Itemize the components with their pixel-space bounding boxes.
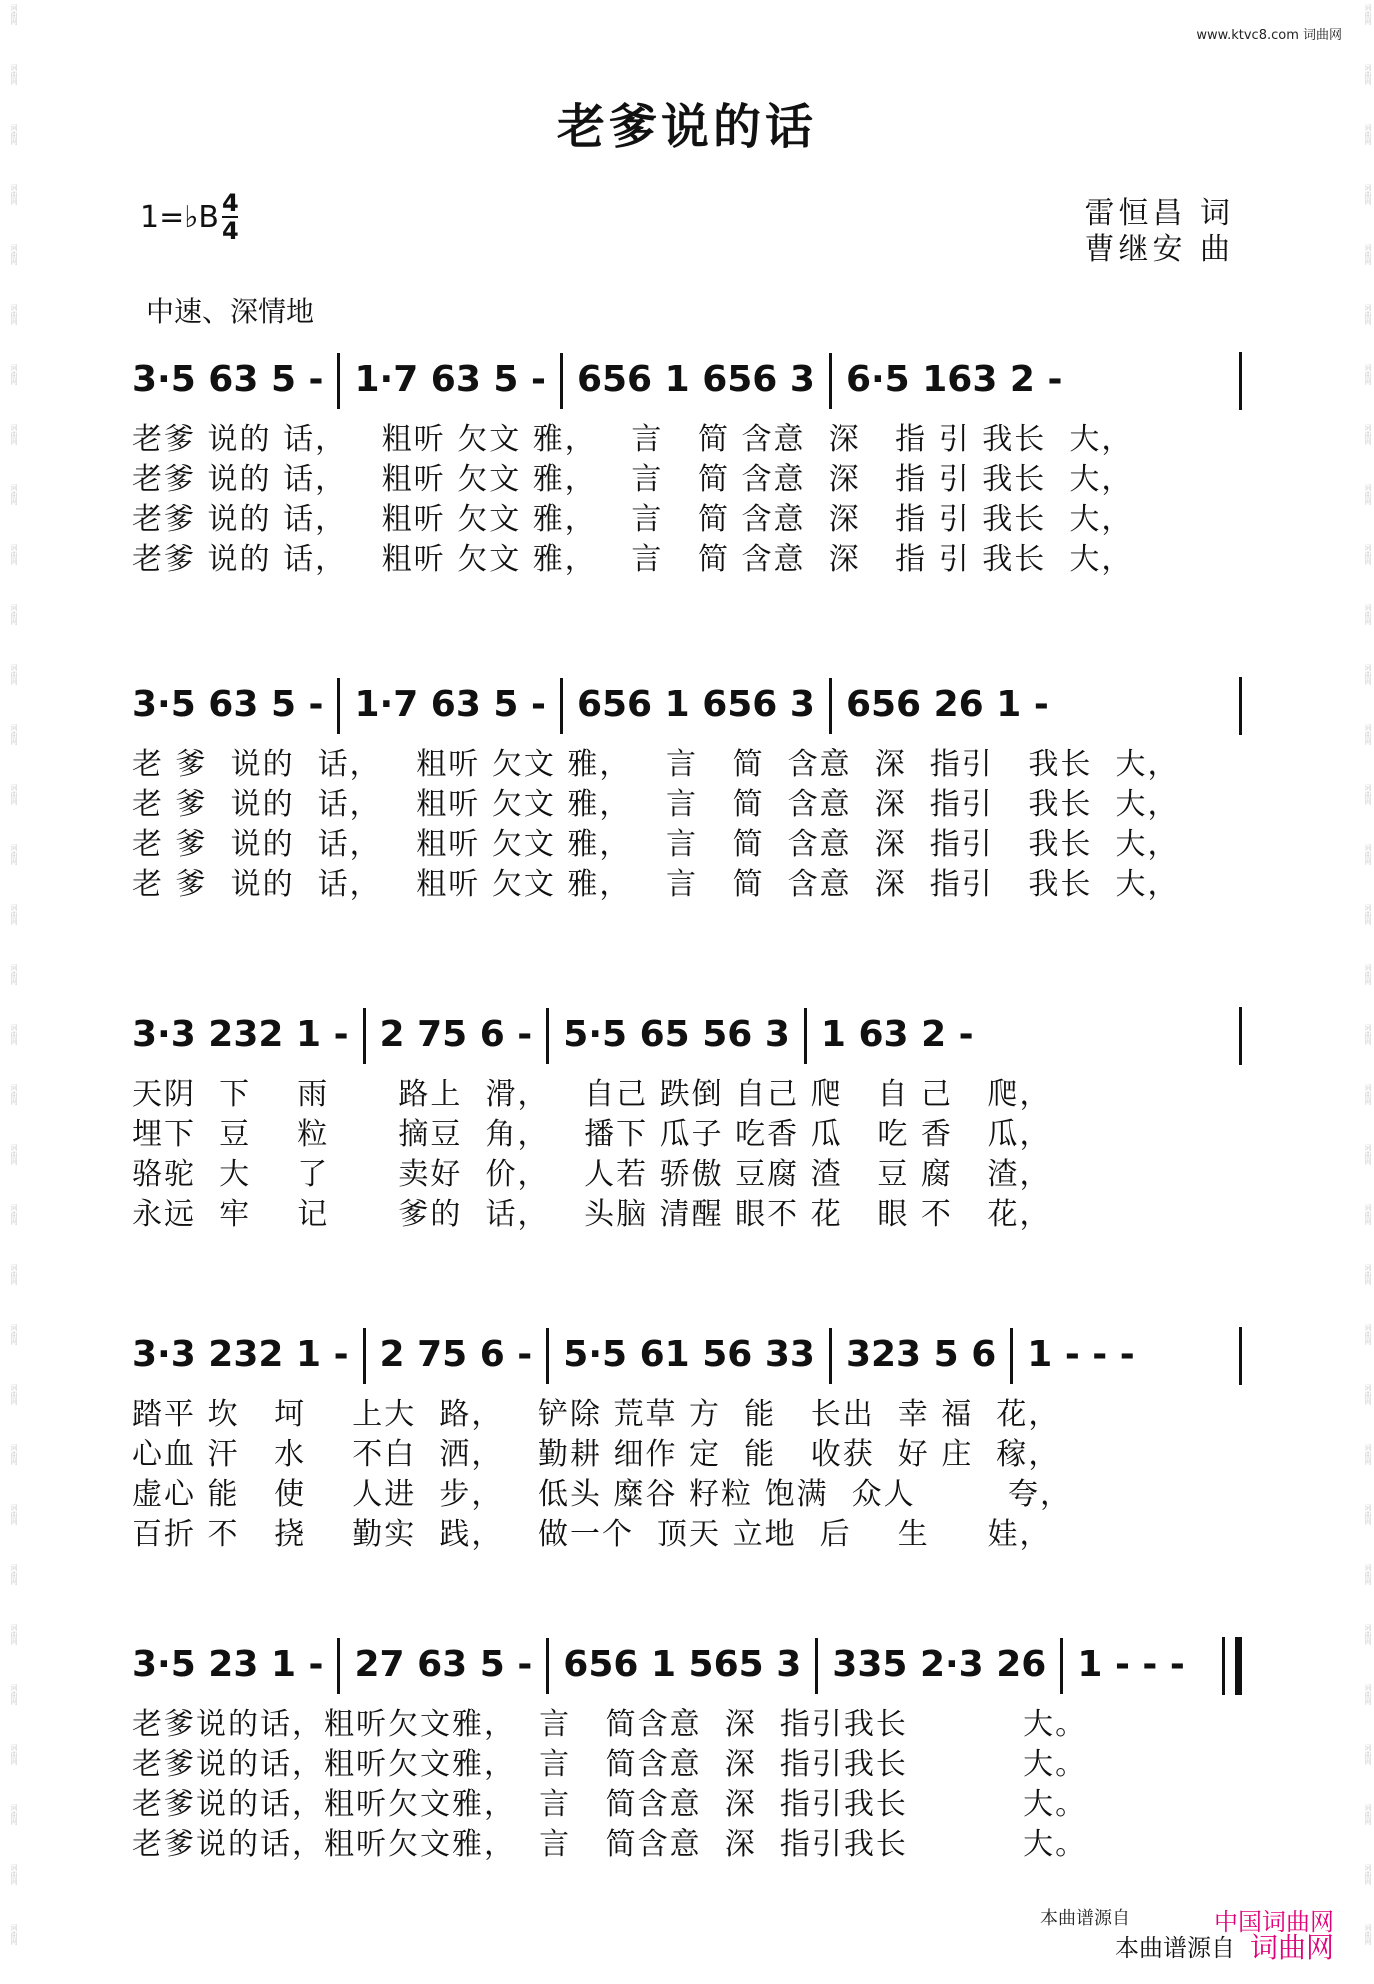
- watermark-mark: 词曲网: [10, 304, 18, 325]
- watermark-mark: 词曲网: [1364, 64, 1372, 85]
- watermark-mark: 词曲网: [10, 964, 18, 985]
- notation-line: [132, 340, 1242, 420]
- measure: 3·5 63 5 -: [132, 359, 324, 400]
- barline: [337, 678, 340, 734]
- watermark-mark: 词曲网: [1364, 904, 1372, 925]
- lyric-line: 老 爹 说的 话， 粗听 欠文 雅， 言 简 含意 深 指引 我长 大，: [132, 827, 1180, 862]
- footer-source-label: 本曲谱源自: [1115, 1934, 1235, 1962]
- watermark-mark: 词曲网: [10, 1924, 18, 1945]
- watermark-mark: 词曲网: [1364, 844, 1372, 865]
- lyric-line: 骆驼 大 了 卖好 价， 人若 骄傲 豆腐 渣 豆 腐 渣，: [132, 1157, 1052, 1192]
- lyric-line: 百折 不 挠 勤实 践， 做一个 顶天 立地 后 生 娃，: [132, 1517, 1052, 1552]
- barline: [804, 1008, 807, 1064]
- watermark-mark: 词曲网: [10, 1324, 18, 1345]
- watermark-mark: 词曲网: [10, 544, 18, 565]
- watermark-mark: 词曲网: [1364, 784, 1372, 805]
- lyric-line: 天阴 下 雨 路上 滑， 自己 跌倒 自己 爬 自 己 爬，: [132, 1077, 1052, 1112]
- barline: [546, 1008, 549, 1064]
- watermark-mark: 词曲网: [10, 604, 18, 625]
- barline: [815, 1638, 818, 1694]
- measure: 3·3 232 1 -: [132, 1014, 349, 1055]
- watermark-mark: 词曲网: [1364, 544, 1372, 565]
- watermark-mark: 词曲网: [1364, 184, 1372, 205]
- watermark-mark: 词曲网: [1364, 1624, 1372, 1645]
- watermark-mark: 词曲网: [1364, 244, 1372, 265]
- watermark-mark: 词曲网: [10, 484, 18, 505]
- measure: 656 1 565 3: [563, 1644, 802, 1685]
- barline: [337, 353, 340, 409]
- lyric-line: 踏平 坎 坷 上大 路， 铲除 荒草 方 能 长出 幸 福 花，: [132, 1397, 1061, 1432]
- watermark-mark: 词曲网: [1364, 1144, 1372, 1165]
- watermark-mark: 词曲网: [1364, 1504, 1372, 1525]
- barline: [1239, 677, 1242, 735]
- measure: 2 75 6 -: [379, 1014, 533, 1055]
- watermark-mark: 词曲网: [10, 1624, 18, 1645]
- score-system-5: [132, 1625, 1242, 1865]
- footer-brand[interactable]: 词曲网: [1250, 1931, 1335, 1964]
- watermark-mark: 词曲网: [10, 424, 18, 445]
- measure: 5·5 65 56 3: [563, 1014, 790, 1055]
- measure: 3·3 232 1 -: [132, 1334, 349, 1375]
- measure: 2 75 6 -: [379, 1334, 533, 1375]
- score-system-1: [132, 340, 1242, 580]
- watermark-mark: 词曲网: [1364, 364, 1372, 385]
- measure: 3·5 63 5 -: [132, 684, 324, 725]
- lyric-line: 老爹说的话，粗听欠文雅， 言 简含意 深 指引我长 大。: [132, 1827, 1088, 1862]
- watermark-mark: 词曲网: [10, 1144, 18, 1165]
- measure: 1·7 63 5 -: [354, 359, 546, 400]
- watermark-mark: 词曲网: [10, 1084, 18, 1105]
- barline: [363, 1008, 366, 1064]
- watermark-mark: 词曲网: [1364, 1084, 1372, 1105]
- watermark-mark: 词曲网: [10, 904, 18, 925]
- measure: 1 - - -: [1077, 1644, 1185, 1685]
- measure: 656 26 1 -: [845, 684, 1049, 725]
- watermark-mark: 词曲网: [1364, 664, 1372, 685]
- watermark-mark: 词曲网: [10, 1444, 18, 1465]
- barline: [560, 678, 563, 734]
- lyric-line: 老 爹 说的 话， 粗听 欠文 雅， 言 简 含意 深 指引 我长 大，: [132, 787, 1180, 822]
- barline: [1010, 1328, 1013, 1384]
- lyric-line: 老爹说的话，粗听欠文雅， 言 简含意 深 指引我长 大。: [132, 1787, 1088, 1822]
- song-title: 老爹说的话: [556, 99, 817, 155]
- watermark-mark: 词曲网: [1364, 604, 1372, 625]
- barline: [1239, 352, 1242, 410]
- footer-source-label-small: 本曲谱源自: [1040, 1908, 1130, 1929]
- watermark-mark: 词曲网: [10, 1864, 18, 1885]
- score-system-3: [132, 995, 1242, 1235]
- lyric-line: 老爹 说的 话， 粗听 欠文 雅， 言 简 含意 深 指 引 我长 大，: [132, 502, 1134, 537]
- watermark-mark: 词曲网: [10, 1744, 18, 1765]
- watermark-mark: 词曲网: [1364, 724, 1372, 745]
- watermark-mark: 词曲网: [1364, 1324, 1372, 1345]
- time-signature: [222, 190, 239, 244]
- measure: 1 63 2 -: [820, 1014, 974, 1055]
- lyric-line: 老 爹 说的 话， 粗听 欠文 雅， 言 简 含意 深 指引 我长 大，: [132, 867, 1180, 902]
- measure: 656 1 656 3: [576, 359, 815, 400]
- tempo-marking: 中速、深情地: [146, 295, 315, 328]
- lyric-line: 虚心 能 使 人进 步， 低头 糜谷 籽粒 饱满 众人 夸，: [132, 1477, 1072, 1512]
- barline: [546, 1638, 549, 1694]
- footer-brand-small[interactable]: 中国词曲网: [1214, 1908, 1334, 1936]
- lyric-line: 永远 牢 记 爹的 话， 头脑 清醒 眼不 花 眼 不 花，: [132, 1197, 1052, 1232]
- watermark-mark: 词曲网: [1364, 964, 1372, 985]
- watermark-mark: 词曲网: [1364, 1804, 1372, 1825]
- lyric-line: 老 爹 说的 话， 粗听 欠文 雅， 言 简 含意 深 指引 我长 大，: [132, 747, 1180, 782]
- watermark-mark: 词曲网: [1364, 1744, 1372, 1765]
- site-url[interactable]: www.ktvc8.com 词曲网: [1196, 28, 1342, 43]
- repeat-end-barline: [1222, 1637, 1242, 1695]
- watermark-mark: 词曲网: [1364, 1684, 1372, 1705]
- watermark-mark: 词曲网: [1364, 304, 1372, 325]
- watermark-mark: 词曲网: [10, 4, 18, 25]
- measure: 5·5 61 56 33: [563, 1334, 815, 1375]
- lyric-line: 老爹说的话，粗听欠文雅， 言 简含意 深 指引我长 大。: [132, 1707, 1088, 1742]
- watermark-mark: 词曲网: [1364, 1564, 1372, 1585]
- notation-line: [132, 995, 1242, 1075]
- watermark-mark: 词曲网: [10, 244, 18, 265]
- lyric-line: 老爹说的话，粗听欠文雅， 言 简含意 深 指引我长 大。: [132, 1747, 1088, 1782]
- barline: [829, 1328, 832, 1384]
- key-signature: 1=♭B: [140, 200, 219, 235]
- watermark-mark: 词曲网: [10, 1024, 18, 1045]
- watermark-mark: 词曲网: [1364, 1924, 1372, 1945]
- watermark-mark: 词曲网: [10, 1264, 18, 1285]
- watermark-mark: 词曲网: [10, 1504, 18, 1525]
- watermark-mark: 词曲网: [10, 724, 18, 745]
- measure: 1 - - -: [1027, 1334, 1135, 1375]
- barline: [829, 678, 832, 734]
- barline: [1060, 1638, 1063, 1694]
- measure: 6·5 163 2 -: [845, 359, 1063, 400]
- score-system-4: [132, 1315, 1242, 1555]
- credits: [1084, 196, 1234, 268]
- score-system-2: [132, 665, 1242, 905]
- time-sig-top: 4: [222, 189, 239, 217]
- watermark-mark: 词曲网: [10, 664, 18, 685]
- barline: [1239, 1007, 1242, 1065]
- barline: [560, 353, 563, 409]
- measure: 335 2·3 26: [832, 1644, 1047, 1685]
- measure: 323 5 6: [845, 1334, 997, 1375]
- watermark-mark: 词曲网: [10, 844, 18, 865]
- watermark-mark: 词曲网: [1364, 1204, 1372, 1225]
- measure: 1·7 63 5 -: [354, 684, 546, 725]
- watermark-mark: 词曲网: [10, 1384, 18, 1405]
- watermark-mark: 词曲网: [10, 1204, 18, 1225]
- notation-line: [132, 1315, 1242, 1395]
- watermark-mark: 词曲网: [10, 1684, 18, 1705]
- notation-line: [132, 1625, 1242, 1705]
- lyric-line: 老爹 说的 话， 粗听 欠文 雅， 言 简 含意 深 指 引 我长 大，: [132, 542, 1134, 577]
- barline: [829, 353, 832, 409]
- lyricist: 雷恒昌 词: [1084, 196, 1234, 231]
- barline: [546, 1328, 549, 1384]
- watermark-mark: 词曲网: [10, 184, 18, 205]
- lyric-line: 心血 汗 水 不白 洒， 勤耕 细作 定 能 收获 好 庄 稼，: [132, 1437, 1061, 1472]
- watermark-mark: 词曲网: [1364, 1384, 1372, 1405]
- lyric-line: 埋下 豆 粒 摘豆 角， 播下 瓜子 吃香 瓜 吃 香 瓜，: [132, 1117, 1052, 1152]
- watermark-mark: 词曲网: [10, 64, 18, 85]
- barline: [337, 1638, 340, 1694]
- watermark-mark: 词曲网: [1364, 1024, 1372, 1045]
- watermark-mark: 词曲网: [1364, 424, 1372, 445]
- notation-line: [132, 665, 1242, 745]
- time-sig-bottom: 4: [222, 217, 239, 245]
- watermark-mark: 词曲网: [10, 784, 18, 805]
- watermark-mark: 词曲网: [10, 364, 18, 385]
- measure: 3·5 23 1 -: [132, 1644, 324, 1685]
- watermark-mark: 词曲网: [1364, 1264, 1372, 1285]
- measure: 27 63 5 -: [354, 1644, 533, 1685]
- barline: [1239, 1327, 1242, 1385]
- barline: [363, 1328, 366, 1384]
- watermark-mark: 词曲网: [10, 1564, 18, 1585]
- left-watermark-strip: [2, 0, 18, 1984]
- watermark-mark: 词曲网: [1364, 484, 1372, 505]
- watermark-mark: 词曲网: [1364, 1864, 1372, 1885]
- watermark-mark: 词曲网: [1364, 124, 1372, 145]
- measure: 656 1 656 3: [576, 684, 815, 725]
- right-watermark-strip: [1356, 0, 1372, 1984]
- composer: 曹继安 曲: [1084, 232, 1234, 267]
- watermark-mark: 词曲网: [1364, 1444, 1372, 1465]
- lyric-line: 老爹 说的 话， 粗听 欠文 雅， 言 简 含意 深 指 引 我长 大，: [132, 462, 1134, 497]
- watermark-mark: 词曲网: [10, 1804, 18, 1825]
- watermark-mark: 词曲网: [10, 124, 18, 145]
- watermark-mark: 词曲网: [1364, 4, 1372, 25]
- lyric-line: 老爹 说的 话， 粗听 欠文 雅， 言 简 含意 深 指 引 我长 大，: [132, 422, 1134, 457]
